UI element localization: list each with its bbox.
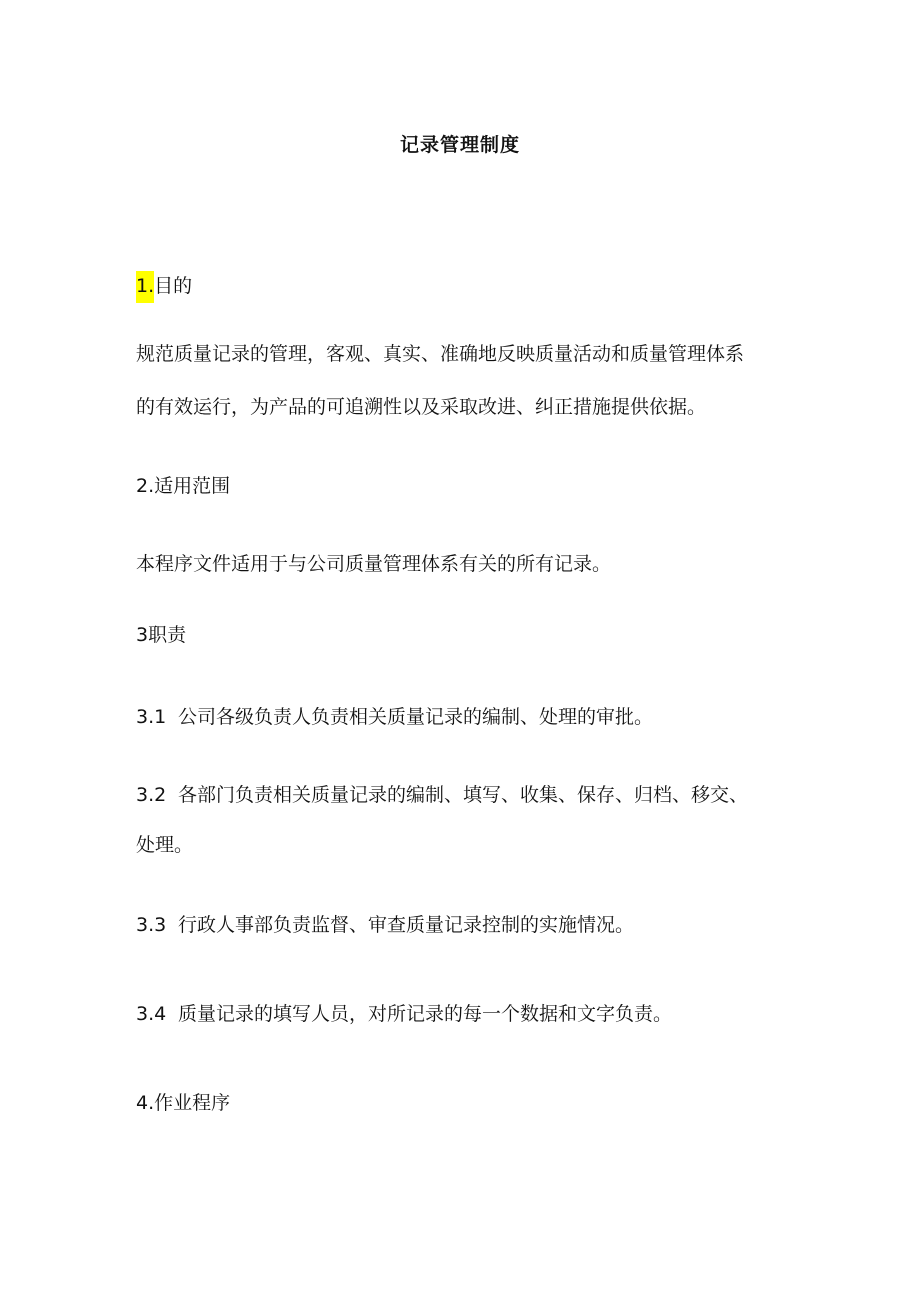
section-scope-heading: 2.适用范围: [136, 475, 231, 497]
section-duties-heading: 3职责: [136, 624, 187, 646]
duty-item-text: 公司各级负责人负责相关质量记录的编制、处理的审批。: [178, 706, 654, 728]
duty-item-text: 质量记录的填写人员，对所记录的每一个数据和文字负责。: [178, 1003, 673, 1025]
duty-item-number: 3.1: [136, 706, 167, 728]
section-heading-text: 目的: [154, 275, 193, 297]
duty-item-3-4: [136, 1000, 672, 1028]
duty-item-number: 3.3: [136, 914, 167, 936]
duty-item-text: 行政人事部负责监督、审查质量记录控制的实施情况。: [178, 914, 635, 936]
document-title: 记录管理制度: [399, 134, 520, 156]
duty-item-3-2: [136, 781, 748, 809]
section-procedure-heading: 4.作业程序: [136, 1092, 231, 1114]
scope-paragraph: 本程序文件适用于与公司质量管理体系有关的所有记录。: [136, 553, 612, 575]
duty-item-3-3: [136, 911, 634, 939]
purpose-paragraph-line-2: 的有效运行，为产品的可追溯性以及采取改进、纠正措施提供依据。: [136, 396, 707, 418]
duty-item-3-2-continuation: 处理。: [136, 834, 194, 856]
section-number-highlighted: 1.: [136, 271, 154, 303]
duty-item-number: 3.4: [136, 1003, 167, 1025]
duty-item-text: 各部门负责相关质量记录的编制、填写、收集、保存、归档、移交、: [178, 784, 749, 806]
section-purpose-heading: [136, 272, 192, 300]
duty-item-number: 3.2: [136, 784, 167, 806]
purpose-paragraph-line-1: 规范质量记录的管理，客观、真实、准确地反映质量活动和质量管理体系: [136, 343, 745, 365]
duty-item-3-1: [136, 703, 653, 731]
